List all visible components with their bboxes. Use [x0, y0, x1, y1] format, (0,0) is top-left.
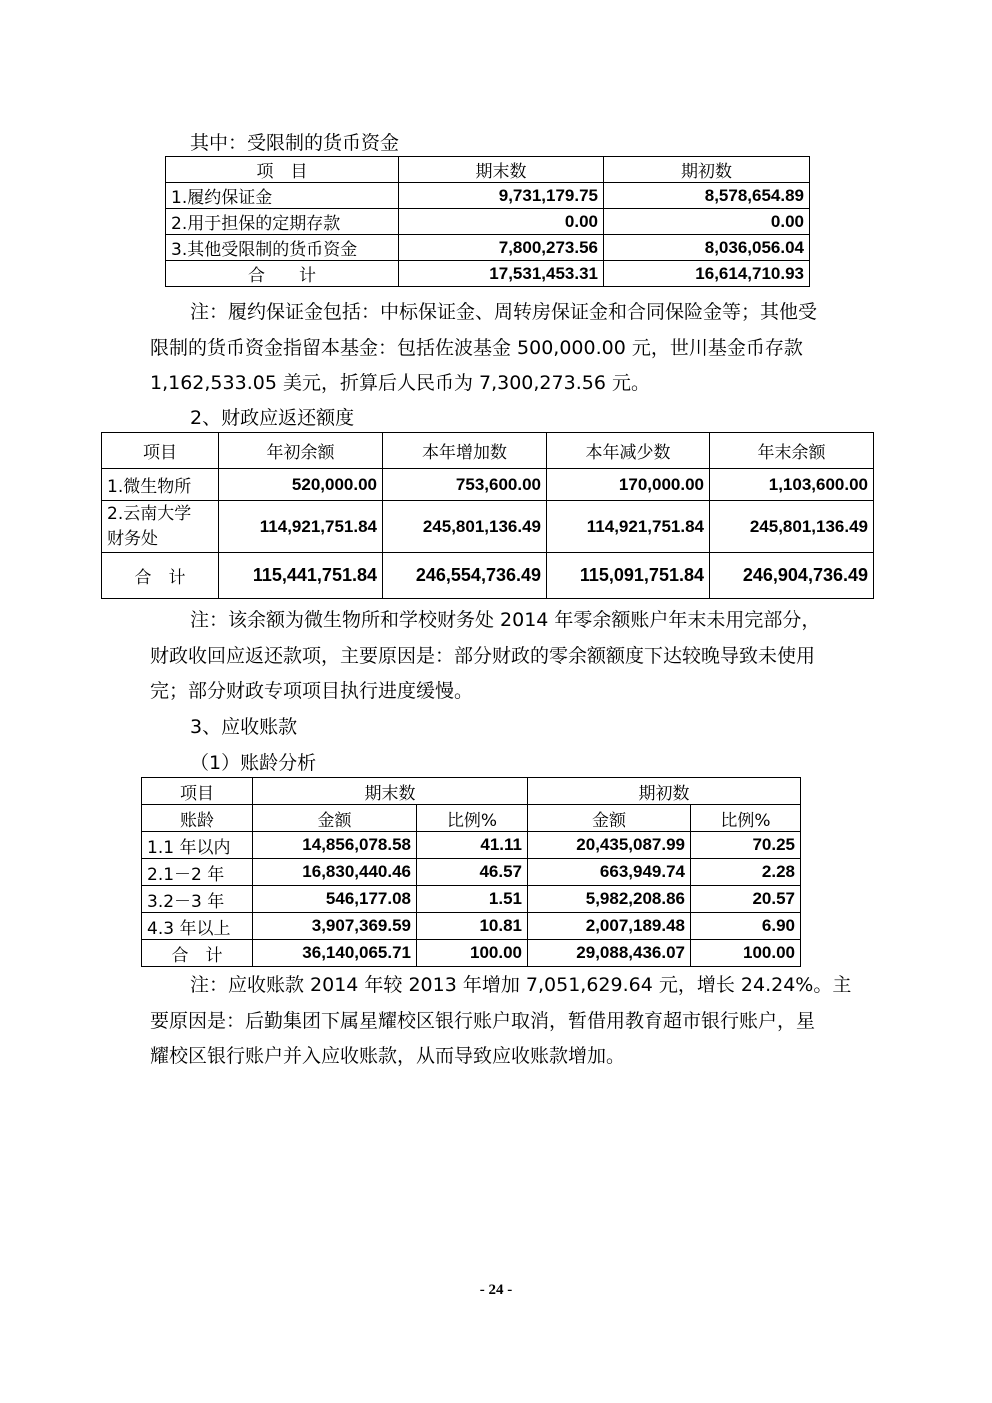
total-opening: 16,614,710.93 [604, 261, 810, 287]
header-amount: 金额 [528, 805, 691, 832]
opening-value: 8,036,056.04 [604, 235, 810, 261]
row-label: 2.云南大学 财务处 [102, 501, 219, 553]
header-closing: 期末数 [253, 778, 528, 805]
header-amount: 金额 [253, 805, 417, 832]
header-opening: 期初数 [528, 778, 801, 805]
note-line: 财政收回应返还款项，主要原因是：部分财政的零余额额度下达较晚导致未使用 [150, 645, 816, 667]
header-ratio: 比例% [691, 805, 801, 832]
closing-ratio: 46.57 [417, 859, 528, 886]
decrease-value: 114,921,751.84 [547, 501, 710, 553]
closing-amount: 546,177.08 [253, 886, 417, 913]
row-label: 4.3 年以上 [142, 913, 253, 940]
opening-value: 8,578,654.89 [604, 183, 810, 209]
note-line: 注：该余额为微生物所和学校财务处 2014 年零余额账户年末未用完部分， [190, 609, 821, 631]
total-opening-balance: 115,441,751.84 [219, 553, 383, 599]
closing-ratio: 10.81 [417, 913, 528, 940]
table-row [166, 235, 810, 261]
closing-value: 7,800,273.56 [399, 235, 604, 261]
table-row [166, 183, 810, 209]
header-opening-balance: 年初余额 [219, 433, 383, 469]
total-closing: 17,531,453.31 [399, 261, 604, 287]
note-line: 注：履约保证金包括：中标保证金、周转房保证金和合同保险金等；其他受 [190, 301, 818, 323]
total-closing-amount: 36,140,065.71 [253, 940, 417, 967]
total-increase: 246,554,736.49 [383, 553, 547, 599]
total-label: 合 计 [102, 553, 219, 599]
table-row [142, 886, 801, 913]
header-item: 项 目 [166, 157, 399, 183]
table-header-row [166, 157, 810, 183]
note-line: 限制的货币资金指留本基金：包括佐波基金 500,000.00 元，世川基金币存款 [150, 337, 803, 359]
closing-balance: 1,103,600.00 [710, 469, 874, 501]
closing-amount: 16,830,440.46 [253, 859, 417, 886]
total-opening-ratio: 100.00 [691, 940, 801, 967]
opening-amount: 2,007,189.48 [528, 913, 691, 940]
aging-analysis-table [141, 777, 801, 967]
row-label: 1.微生物所 [102, 469, 219, 501]
total-closing-balance: 246,904,736.49 [710, 553, 874, 599]
header-closing-balance: 年末余额 [710, 433, 874, 469]
opening-ratio: 2.28 [691, 859, 801, 886]
opening-amount: 663,949.74 [528, 859, 691, 886]
opening-value: 0.00 [604, 209, 810, 235]
header-aging: 账龄 [142, 805, 253, 832]
header-item: 项目 [142, 778, 253, 805]
section-heading: 2、财政应返还额度 [190, 407, 355, 429]
table-header-row [102, 433, 874, 469]
row-label: 3.2－3 年 [142, 886, 253, 913]
total-label: 合 计 [166, 261, 399, 287]
table-row [166, 209, 810, 235]
total-decrease: 115,091,751.84 [547, 553, 710, 599]
subsection-heading: （1）账龄分析 [190, 752, 317, 774]
section-heading: 3、应收账款 [190, 716, 298, 738]
closing-ratio: 1.51 [417, 886, 528, 913]
header-ratio: 比例% [417, 805, 528, 832]
table-row [102, 501, 874, 553]
opening-balance: 114,921,751.84 [219, 501, 383, 553]
opening-amount: 20,435,087.99 [528, 832, 691, 859]
opening-amount: 5,982,208.86 [528, 886, 691, 913]
increase-value: 245,801,136.49 [383, 501, 547, 553]
opening-ratio: 20.57 [691, 886, 801, 913]
row-label: 2.1－2 年 [142, 859, 253, 886]
note-line: 注：应收账款 2014 年较 2013 年增加 7,051,629.64 元，增长 24.24%。主 [190, 974, 852, 996]
closing-value: 0.00 [399, 209, 604, 235]
table-row [142, 832, 801, 859]
closing-amount: 14,856,078.58 [253, 832, 417, 859]
header-opening: 期初数 [604, 157, 810, 183]
restricted-cash-caption: 其中：受限制的货币资金 [190, 132, 400, 154]
increase-value: 753,600.00 [383, 469, 547, 501]
total-opening-amount: 29,088,436.07 [528, 940, 691, 967]
total-label: 合 计 [142, 940, 253, 967]
row-label: 1.1 年以内 [142, 832, 253, 859]
closing-ratio: 41.11 [417, 832, 528, 859]
note-line: 完；部分财政专项项目执行进度缓慢。 [150, 680, 474, 702]
opening-balance: 520,000.00 [219, 469, 383, 501]
note-line: 1,162,533.05 美元，折算后人民币为 7,300,273.56 元。 [150, 372, 650, 394]
header-closing: 期末数 [399, 157, 604, 183]
restricted-cash-table [165, 156, 810, 287]
fiscal-refund-table [101, 432, 874, 599]
table-header-row [142, 778, 801, 805]
table-subheader-row [142, 805, 801, 832]
table-row [102, 469, 874, 501]
table-total-row [102, 553, 874, 599]
page-number: - 24 - [479, 1282, 513, 1298]
closing-balance: 245,801,136.49 [710, 501, 874, 553]
decrease-value: 170,000.00 [547, 469, 710, 501]
total-closing-ratio: 100.00 [417, 940, 528, 967]
table-total-row [142, 940, 801, 967]
note-line: 要原因是：后勤集团下属星耀校区银行账户取消，暂借用教育超市银行账户，星 [150, 1010, 816, 1032]
header-decrease: 本年减少数 [547, 433, 710, 469]
table-row [142, 913, 801, 940]
table-row [142, 859, 801, 886]
opening-ratio: 70.25 [691, 832, 801, 859]
row-label: 3.其他受限制的货币资金 [166, 235, 399, 261]
closing-amount: 3,907,369.59 [253, 913, 417, 940]
closing-value: 9,731,179.75 [399, 183, 604, 209]
table-total-row [166, 261, 810, 287]
row-label: 2.用于担保的定期存款 [166, 209, 399, 235]
note-line: 耀校区银行账户并入应收账款，从而导致应收账款增加。 [150, 1045, 626, 1067]
row-label: 1.履约保证金 [166, 183, 399, 209]
header-increase: 本年增加数 [383, 433, 547, 469]
header-item: 项目 [102, 433, 219, 469]
opening-ratio: 6.90 [691, 913, 801, 940]
